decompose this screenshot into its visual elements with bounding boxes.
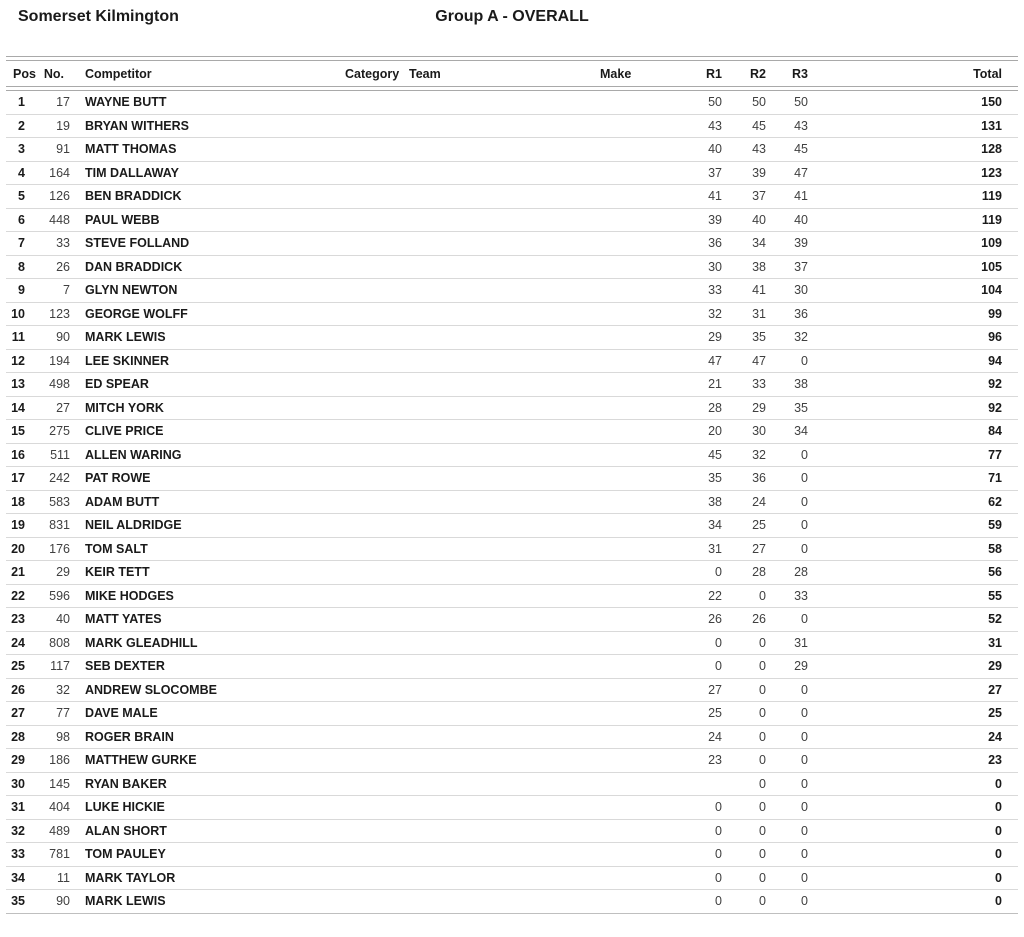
cell-no: 596 bbox=[49, 588, 70, 603]
cell-r3: 34 bbox=[794, 424, 808, 439]
table-row bbox=[6, 890, 1018, 914]
cell-competitor: ED SPEAR bbox=[85, 377, 149, 392]
cell-competitor: ANDREW SLOCOMBE bbox=[85, 682, 217, 697]
cell-r3: 39 bbox=[794, 236, 808, 251]
cell-total: 0 bbox=[995, 776, 1002, 791]
cell-no: 275 bbox=[49, 424, 70, 439]
cell-total: 0 bbox=[995, 870, 1002, 885]
cell-r2: 39 bbox=[752, 165, 766, 180]
cell-r2: 37 bbox=[752, 189, 766, 204]
cell-r3: 0 bbox=[801, 753, 808, 768]
cell-pos: 33 bbox=[11, 847, 25, 862]
cell-r2: 50 bbox=[752, 95, 766, 110]
cell-r1: 26 bbox=[708, 612, 722, 627]
cell-total: 25 bbox=[988, 706, 1002, 721]
cell-r3: 0 bbox=[801, 494, 808, 509]
cell-no: 498 bbox=[49, 377, 70, 392]
cell-competitor: DAVE MALE bbox=[85, 706, 158, 721]
cell-pos: 8 bbox=[18, 259, 25, 274]
table-row bbox=[6, 209, 1018, 233]
cell-r1: 30 bbox=[708, 259, 722, 274]
cell-pos: 23 bbox=[11, 612, 25, 627]
cell-pos: 26 bbox=[11, 682, 25, 697]
cell-no: 831 bbox=[49, 518, 70, 533]
table-row bbox=[6, 185, 1018, 209]
table-row bbox=[6, 303, 1018, 327]
cell-r2: 31 bbox=[752, 306, 766, 321]
cell-competitor: WAYNE BUTT bbox=[85, 95, 167, 110]
cell-r3: 0 bbox=[801, 800, 808, 815]
cell-competitor: MATT THOMAS bbox=[85, 142, 177, 157]
cell-r3: 0 bbox=[801, 447, 808, 462]
cell-competitor: TOM SALT bbox=[85, 541, 148, 556]
cell-competitor: BRYAN WITHERS bbox=[85, 118, 189, 133]
cell-r3: 37 bbox=[794, 259, 808, 274]
cell-r2: 36 bbox=[752, 471, 766, 486]
cell-r1: 36 bbox=[708, 236, 722, 251]
cell-r2: 35 bbox=[752, 330, 766, 345]
cell-r2: 32 bbox=[752, 447, 766, 462]
cell-r3: 0 bbox=[801, 682, 808, 697]
cell-pos: 29 bbox=[11, 753, 25, 768]
cell-no: 583 bbox=[49, 494, 70, 509]
cell-competitor: GEORGE WOLFF bbox=[85, 306, 188, 321]
cell-pos: 10 bbox=[11, 306, 25, 321]
cell-r2: 30 bbox=[752, 424, 766, 439]
cell-r3: 38 bbox=[794, 377, 808, 392]
cell-no: 7 bbox=[63, 283, 70, 298]
cell-total: 77 bbox=[988, 447, 1002, 462]
cell-r2: 24 bbox=[752, 494, 766, 509]
cell-competitor: GLYN NEWTON bbox=[85, 283, 178, 298]
cell-competitor: ALAN SHORT bbox=[85, 823, 167, 838]
cell-no: 77 bbox=[56, 706, 70, 721]
cell-r1: 45 bbox=[708, 447, 722, 462]
cell-no: 448 bbox=[49, 212, 70, 227]
column-header-pos: Pos bbox=[13, 66, 36, 81]
cell-total: 56 bbox=[988, 565, 1002, 580]
cell-total: 104 bbox=[981, 283, 1002, 298]
cell-no: 186 bbox=[49, 753, 70, 768]
table-row bbox=[6, 138, 1018, 162]
cell-total: 84 bbox=[988, 424, 1002, 439]
cell-r1: 32 bbox=[708, 306, 722, 321]
cell-no: 145 bbox=[49, 776, 70, 791]
table-row bbox=[6, 115, 1018, 139]
cell-r1: 21 bbox=[708, 377, 722, 392]
cell-competitor: MIKE HODGES bbox=[85, 588, 174, 603]
cell-r3: 0 bbox=[801, 823, 808, 838]
cell-competitor: DAN BRADDICK bbox=[85, 259, 183, 274]
table-row bbox=[6, 655, 1018, 679]
table-row bbox=[6, 796, 1018, 820]
cell-r2: 43 bbox=[752, 142, 766, 157]
cell-r2: 0 bbox=[759, 659, 766, 674]
page-header bbox=[0, 0, 1024, 56]
cell-total: 23 bbox=[988, 753, 1002, 768]
table-row bbox=[6, 702, 1018, 726]
cell-pos: 24 bbox=[11, 635, 25, 650]
cell-total: 29 bbox=[988, 659, 1002, 674]
table-row bbox=[6, 726, 1018, 750]
cell-competitor: LEE SKINNER bbox=[85, 353, 170, 368]
table-row bbox=[6, 420, 1018, 444]
cell-no: 404 bbox=[49, 800, 70, 815]
table-row bbox=[6, 467, 1018, 491]
cell-competitor: CLIVE PRICE bbox=[85, 424, 164, 439]
cell-r3: 50 bbox=[794, 95, 808, 110]
cell-r3: 47 bbox=[794, 165, 808, 180]
cell-r2: 28 bbox=[752, 565, 766, 580]
cell-r3: 0 bbox=[801, 706, 808, 721]
cell-r3: 0 bbox=[801, 894, 808, 909]
cell-pos: 19 bbox=[11, 518, 25, 533]
cell-r2: 0 bbox=[759, 847, 766, 862]
cell-total: 94 bbox=[988, 353, 1002, 368]
cell-pos: 25 bbox=[11, 659, 25, 674]
column-header-total: Total bbox=[973, 66, 1002, 81]
cell-r2: 40 bbox=[752, 212, 766, 227]
cell-pos: 22 bbox=[11, 588, 25, 603]
cell-r1: 0 bbox=[715, 800, 722, 815]
cell-pos: 27 bbox=[11, 706, 25, 721]
cell-competitor: TIM DALLAWAY bbox=[85, 165, 179, 180]
cell-total: 27 bbox=[988, 682, 1002, 697]
cell-r3: 33 bbox=[794, 588, 808, 603]
cell-competitor: SEB DEXTER bbox=[85, 659, 165, 674]
cell-competitor: STEVE FOLLAND bbox=[85, 236, 190, 251]
cell-total: 58 bbox=[988, 541, 1002, 556]
cell-r1: 29 bbox=[708, 330, 722, 345]
cell-r1: 0 bbox=[715, 894, 722, 909]
cell-pos: 18 bbox=[11, 494, 25, 509]
table-row bbox=[6, 279, 1018, 303]
cell-r2: 0 bbox=[759, 894, 766, 909]
cell-no: 27 bbox=[56, 400, 70, 415]
cell-pos: 28 bbox=[11, 729, 25, 744]
cell-competitor: MARK TAYLOR bbox=[85, 870, 176, 885]
cell-pos: 6 bbox=[18, 212, 25, 227]
table-row bbox=[6, 373, 1018, 397]
cell-total: 131 bbox=[981, 118, 1002, 133]
cell-r2: 0 bbox=[759, 729, 766, 744]
cell-no: 117 bbox=[50, 659, 70, 674]
cell-pos: 7 bbox=[18, 236, 25, 251]
cell-no: 11 bbox=[57, 870, 70, 885]
cell-competitor: TOM PAULEY bbox=[85, 847, 166, 862]
cell-pos: 4 bbox=[18, 165, 25, 180]
cell-r2: 25 bbox=[752, 518, 766, 533]
cell-r3: 40 bbox=[794, 212, 808, 227]
cell-competitor: MITCH YORK bbox=[85, 400, 164, 415]
cell-competitor: BEN BRADDICK bbox=[85, 189, 182, 204]
cell-pos: 31 bbox=[11, 800, 25, 815]
cell-competitor: MATT YATES bbox=[85, 612, 162, 627]
table-row bbox=[6, 632, 1018, 656]
cell-pos: 21 bbox=[11, 565, 25, 580]
table-row bbox=[6, 749, 1018, 773]
cell-r3: 0 bbox=[801, 776, 808, 791]
cell-pos: 5 bbox=[18, 189, 25, 204]
cell-r2: 38 bbox=[752, 259, 766, 274]
cell-no: 511 bbox=[50, 447, 70, 462]
column-header-no: No. bbox=[43, 66, 64, 81]
cell-no: 32 bbox=[56, 682, 70, 697]
cell-total: 24 bbox=[988, 729, 1002, 744]
cell-r1: 35 bbox=[708, 471, 722, 486]
cell-r2: 0 bbox=[759, 588, 766, 603]
table-row bbox=[6, 256, 1018, 280]
cell-no: 33 bbox=[56, 236, 70, 251]
cell-no: 98 bbox=[56, 729, 70, 744]
cell-total: 52 bbox=[988, 612, 1002, 627]
table-row bbox=[6, 397, 1018, 421]
cell-r2: 34 bbox=[752, 236, 766, 251]
cell-r1: 0 bbox=[715, 847, 722, 862]
cell-r1: 50 bbox=[708, 95, 722, 110]
cell-pos: 35 bbox=[11, 894, 25, 909]
cell-r1: 31 bbox=[708, 541, 722, 556]
cell-r2: 45 bbox=[752, 118, 766, 133]
cell-total: 119 bbox=[981, 189, 1002, 204]
cell-r3: 36 bbox=[794, 306, 808, 321]
cell-no: 808 bbox=[49, 635, 70, 650]
cell-r1: 39 bbox=[708, 212, 722, 227]
group-title: Group A - OVERALL bbox=[435, 8, 589, 25]
table-row bbox=[6, 538, 1018, 562]
cell-no: 29 bbox=[56, 565, 70, 580]
cell-r3: 0 bbox=[801, 612, 808, 627]
cell-competitor: MARK LEWIS bbox=[85, 330, 166, 345]
cell-total: 59 bbox=[988, 518, 1002, 533]
cell-r3: 0 bbox=[801, 518, 808, 533]
cell-pos: 15 bbox=[11, 424, 25, 439]
cell-r2: 0 bbox=[759, 800, 766, 815]
cell-pos: 32 bbox=[11, 823, 25, 838]
cell-pos: 13 bbox=[11, 377, 25, 392]
table-row bbox=[6, 232, 1018, 256]
cell-r3: 29 bbox=[794, 659, 808, 674]
cell-r2: 0 bbox=[759, 823, 766, 838]
cell-r2: 0 bbox=[759, 870, 766, 885]
column-header-r3: R3 bbox=[792, 66, 808, 81]
cell-r2: 0 bbox=[759, 635, 766, 650]
cell-total: 92 bbox=[988, 377, 1002, 392]
cell-r1: 33 bbox=[708, 283, 722, 298]
cell-r3: 41 bbox=[794, 189, 808, 204]
cell-total: 0 bbox=[995, 847, 1002, 862]
cell-r1: 0 bbox=[715, 659, 722, 674]
table-body bbox=[0, 91, 1024, 914]
cell-pos: 2 bbox=[18, 118, 25, 133]
cell-r1: 47 bbox=[708, 353, 722, 368]
cell-competitor: ROGER BRAIN bbox=[85, 729, 174, 744]
column-header-r2: R2 bbox=[750, 66, 766, 81]
cell-no: 17 bbox=[56, 95, 70, 110]
cell-r1: 38 bbox=[708, 494, 722, 509]
cell-r1: 28 bbox=[708, 400, 722, 415]
cell-competitor: RYAN BAKER bbox=[85, 776, 167, 791]
cell-r3: 0 bbox=[801, 847, 808, 862]
cell-competitor: PAUL WEBB bbox=[85, 212, 160, 227]
table-row bbox=[6, 326, 1018, 350]
cell-no: 19 bbox=[56, 118, 70, 133]
table-row bbox=[6, 773, 1018, 797]
cell-no: 126 bbox=[49, 189, 70, 204]
cell-r2: 27 bbox=[752, 541, 766, 556]
cell-r1: 23 bbox=[708, 753, 722, 768]
cell-r3: 45 bbox=[794, 142, 808, 157]
cell-r1: 34 bbox=[708, 518, 722, 533]
table-row bbox=[6, 350, 1018, 374]
table-row bbox=[6, 91, 1018, 115]
cell-r1: 27 bbox=[708, 682, 722, 697]
cell-total: 0 bbox=[995, 894, 1002, 909]
cell-no: 26 bbox=[56, 259, 70, 274]
cell-no: 194 bbox=[49, 353, 70, 368]
cell-no: 40 bbox=[56, 612, 70, 627]
cell-pos: 14 bbox=[11, 400, 25, 415]
cell-pos: 17 bbox=[11, 471, 25, 486]
cell-r1: 0 bbox=[715, 823, 722, 838]
cell-r3: 43 bbox=[794, 118, 808, 133]
cell-no: 90 bbox=[56, 330, 70, 345]
cell-r1: 22 bbox=[708, 588, 722, 603]
cell-total: 55 bbox=[988, 588, 1002, 603]
cell-no: 164 bbox=[49, 165, 70, 180]
cell-r2: 0 bbox=[759, 706, 766, 721]
cell-total: 150 bbox=[981, 95, 1002, 110]
cell-r3: 32 bbox=[794, 330, 808, 345]
cell-no: 123 bbox=[49, 306, 70, 321]
cell-r1: 40 bbox=[708, 142, 722, 157]
table-row bbox=[6, 608, 1018, 632]
cell-total: 62 bbox=[988, 494, 1002, 509]
table-row bbox=[6, 820, 1018, 844]
cell-competitor: LUKE HICKIE bbox=[85, 800, 165, 815]
event-title: Somerset Kilmington bbox=[18, 8, 179, 25]
cell-total: 128 bbox=[981, 142, 1002, 157]
cell-r1: 0 bbox=[715, 870, 722, 885]
cell-competitor: MATTHEW GURKE bbox=[85, 753, 197, 768]
table-row bbox=[6, 867, 1018, 891]
cell-r3: 0 bbox=[801, 729, 808, 744]
cell-pos: 9 bbox=[18, 283, 25, 298]
cell-r3: 0 bbox=[801, 541, 808, 556]
cell-r2: 0 bbox=[759, 776, 766, 791]
cell-competitor: KEIR TETT bbox=[85, 565, 150, 580]
cell-competitor: MARK GLEADHILL bbox=[85, 635, 198, 650]
cell-r1: 37 bbox=[708, 165, 722, 180]
cell-no: 176 bbox=[49, 541, 70, 556]
table-row bbox=[6, 843, 1018, 867]
cell-pos: 11 bbox=[11, 330, 25, 345]
cell-competitor: NEIL ALDRIDGE bbox=[85, 518, 182, 533]
cell-r2: 33 bbox=[752, 377, 766, 392]
cell-r3: 0 bbox=[801, 353, 808, 368]
cell-r2: 29 bbox=[752, 400, 766, 415]
cell-r2: 26 bbox=[752, 612, 766, 627]
table-row bbox=[6, 585, 1018, 609]
cell-r1: 41 bbox=[708, 189, 722, 204]
column-header-make: Make bbox=[600, 66, 632, 81]
cell-pos: 20 bbox=[11, 541, 25, 556]
cell-competitor: ADAM BUTT bbox=[85, 494, 160, 509]
table-row bbox=[6, 491, 1018, 515]
cell-total: 109 bbox=[981, 236, 1002, 251]
table-row bbox=[6, 514, 1018, 538]
cell-r2: 0 bbox=[759, 753, 766, 768]
column-header-team: Team bbox=[409, 66, 441, 81]
cell-pos: 3 bbox=[18, 142, 25, 157]
cell-competitor: ALLEN WARING bbox=[85, 447, 182, 462]
cell-r3: 28 bbox=[794, 565, 808, 580]
column-header-r1: R1 bbox=[706, 66, 722, 81]
cell-r1: 25 bbox=[708, 706, 722, 721]
cell-total: 71 bbox=[988, 471, 1002, 486]
table-header-row bbox=[6, 61, 1018, 86]
cell-no: 489 bbox=[49, 823, 70, 838]
cell-r3: 31 bbox=[794, 635, 808, 650]
cell-r1: 0 bbox=[715, 565, 722, 580]
table-row bbox=[6, 561, 1018, 585]
cell-pos: 30 bbox=[11, 776, 25, 791]
cell-r1: 20 bbox=[708, 424, 722, 439]
cell-pos: 16 bbox=[11, 447, 25, 462]
cell-pos: 12 bbox=[11, 353, 25, 368]
cell-total: 105 bbox=[981, 259, 1002, 274]
cell-pos: 1 bbox=[18, 95, 25, 110]
cell-total: 123 bbox=[981, 165, 1002, 180]
cell-no: 781 bbox=[49, 847, 70, 862]
cell-total: 99 bbox=[988, 306, 1002, 321]
column-header-competitor: Competitor bbox=[85, 66, 152, 81]
cell-no: 91 bbox=[56, 142, 70, 157]
table-row bbox=[6, 444, 1018, 468]
cell-total: 0 bbox=[995, 823, 1002, 838]
cell-r3: 0 bbox=[801, 471, 808, 486]
cell-total: 96 bbox=[988, 330, 1002, 345]
cell-total: 0 bbox=[995, 800, 1002, 815]
cell-r3: 35 bbox=[794, 400, 808, 415]
table-row bbox=[6, 679, 1018, 703]
cell-r3: 0 bbox=[801, 870, 808, 885]
cell-r2: 41 bbox=[752, 283, 766, 298]
table-row bbox=[6, 162, 1018, 186]
cell-r2: 0 bbox=[759, 682, 766, 697]
cell-total: 31 bbox=[988, 635, 1002, 650]
cell-competitor: MARK LEWIS bbox=[85, 894, 166, 909]
column-header-category: Category bbox=[345, 66, 400, 81]
cell-r1: 24 bbox=[708, 729, 722, 744]
cell-competitor: PAT ROWE bbox=[85, 471, 151, 486]
cell-r2: 47 bbox=[752, 353, 766, 368]
cell-total: 92 bbox=[988, 400, 1002, 415]
cell-pos: 34 bbox=[11, 870, 25, 885]
cell-no: 90 bbox=[56, 894, 70, 909]
cell-r1: 43 bbox=[708, 118, 722, 133]
cell-no: 242 bbox=[49, 471, 70, 486]
cell-r1: 0 bbox=[715, 635, 722, 650]
cell-total: 119 bbox=[981, 212, 1002, 227]
cell-r3: 30 bbox=[794, 283, 808, 298]
